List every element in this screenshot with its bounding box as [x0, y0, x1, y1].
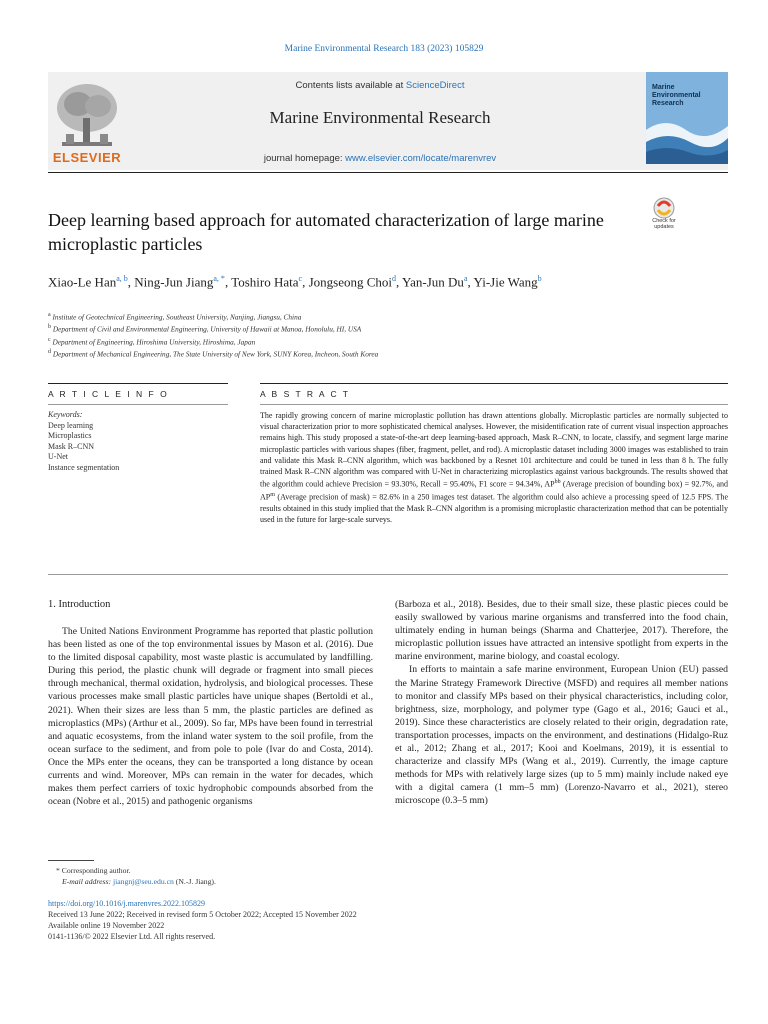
author-name[interactable]: Yi-Jie Wang: [473, 274, 538, 290]
affiliation-text: Institute of Geotechnical Engineering, Southeast University, Nanjing, Jiangsu, China: [50, 312, 302, 322]
footnotes: [48, 865, 388, 887]
affiliation-mark: a: [48, 312, 51, 318]
affiliation: [48, 322, 728, 334]
affiliation-list: [48, 310, 728, 360]
contents-line: [200, 80, 560, 91]
sciencedirect-link[interactable]: ScienceDirect: [405, 80, 465, 91]
copyright: 0141-1136/© 2022 Elsevier Ltd. All rights reserved.: [48, 932, 216, 941]
author-affiliation-mark[interactable]: c: [298, 274, 303, 283]
email-line: [48, 876, 388, 887]
affiliation: [48, 335, 728, 347]
author-name[interactable]: Ning-Jun Jiang: [134, 274, 214, 290]
email-label: E-mail address:: [62, 877, 113, 886]
abstract-bottom-rule: [48, 574, 728, 575]
author-affiliation-mark[interactable]: d: [392, 274, 397, 283]
author-affiliation-mark[interactable]: a, b: [116, 274, 128, 283]
journal-cover-image[interactable]: [646, 72, 728, 164]
footnote-rule: [48, 860, 94, 861]
keyword[interactable]: Deep learning: [48, 420, 94, 430]
keywords-block: [48, 410, 228, 473]
paper-title: Deep learning based approach for automated characterization of large marine microplastic particles: [48, 210, 604, 254]
intro-heading-wrap: [48, 598, 373, 611]
publisher-logo-text: ELSEVIER: [52, 150, 122, 165]
journal-title: Marine Environmental Research: [269, 108, 491, 127]
author-affiliation-mark[interactable]: b: [537, 274, 542, 283]
check-for-updates-label[interactable]: Check for updates: [652, 218, 676, 230]
affiliation: [48, 347, 728, 359]
contents-prefix: Contents lists available at: [295, 80, 406, 91]
author-name[interactable]: Jongseong Choi: [308, 274, 393, 290]
affiliation-text: Department of Mechanical Engineering, The State University of New York, SUNY Korea, Incheon, South Korea: [51, 349, 379, 359]
received-dates: Received 13 June 2022; Received in revised form 5 October 2022; Accepted 15 November 2022: [48, 910, 357, 919]
corresponding-note: * Corresponding author.: [56, 866, 131, 875]
author-name[interactable]: Toshiro Hata: [231, 274, 299, 290]
abstract-inner-rule: [260, 404, 728, 405]
left-column: [48, 625, 373, 808]
email-suffix: (N.-J. Jiang).: [173, 877, 216, 886]
doi-link[interactable]: https://doi.org/10.1016/j.marenvres.2022.105829: [48, 899, 205, 908]
section-heading: 1. Introduction: [48, 599, 111, 610]
abstract-rule: [260, 383, 728, 384]
affiliation-mark: c: [48, 336, 51, 343]
keyword[interactable]: Mask R–CNN: [48, 441, 95, 451]
affiliation-text: Department of Civil and Environmental Engineering, University of Hawaii at Manoa, Honolulu, HI, USA: [51, 324, 362, 334]
right-column: [395, 598, 728, 808]
cover-title: Marine Environmental Research: [652, 84, 701, 107]
affiliation-text: Department of Engineering, Hiroshima University, Hiroshima, Japan: [50, 337, 256, 347]
affiliation: [48, 310, 728, 322]
keyword[interactable]: Instance segmentation: [48, 462, 120, 472]
journal-citation[interactable]: Marine Environmental Research 183 (2023) 105829: [284, 44, 484, 54]
article-history: [48, 898, 728, 942]
abstract-heading: A B S T R A C T: [260, 389, 351, 399]
journal-homepage: [200, 153, 560, 164]
keywords-rule: [48, 404, 228, 405]
article-info-heading: A R T I C L E I N F O: [48, 389, 169, 399]
keyword[interactable]: U-Net: [48, 452, 68, 461]
available-online: Available online 19 November 2022: [48, 921, 165, 930]
body-paragraph: (Barboza et al., 2018). Besides, due to their small size, these plastic pieces could be easily swallowed by various marine organisms and transferred into the food chain, ultimately ending in human beings (Sharma and Chatterjee, 2017). Therefore, the microplastic pollution issues have attracted an intensive spotlight from experts in the marine environment, marine biology, and coastal ecology.: [395, 599, 728, 663]
affiliation-mark: b: [48, 324, 51, 331]
keywords-label: Keywords:: [48, 410, 83, 419]
homepage-link[interactable]: www.elsevier.com/locate/marenvrev: [345, 153, 497, 164]
author-affiliation-mark[interactable]: a: [463, 274, 468, 283]
author-name[interactable]: Xiao-Le Han: [48, 274, 117, 290]
body-paragraph: In efforts to maintain a safe marine environment, European Union (EU) passed the Marine Strategy Framework Directive (MSFD) and requires all member nations to monitor and classify MPs based on their physical characteristics, including color, brightness, size, morphology, and polymer type (Gago et al., 2016; Gauci et al., 2019). Since these characteristics are closely related to their origin, degradation rate, transportation processes, impacts on the environment, and destinations (Hidalgo-Ruz et al., 2012; Zhang et al., 2017; Kooi and Koelmans, 2019), it is essential to characterize and classify MPs (Wang et al., 2019). Currently, the image capture methods for MPs with relatively large sizes (up to 5 mm) mainly include naked eye with a digital camera (1 mm–5 mm) (Lorenzo-Navarro et al., 2021), stereo microscope (0.3–5 mm): [395, 664, 728, 807]
author-list: Xiao-Le Han$^{a, b}$, Ning-Jun Jiang$^{a, *}$, Toshiro Hata$^c$, Jongseong Choi$^d$, Yan-Jun Du$^a$, Yi-Jie Wang$^b$: [48, 274, 542, 290]
keyword[interactable]: Microplastics: [48, 431, 92, 440]
email-link[interactable]: jiangnj@seu.edu.cn: [112, 877, 174, 886]
author-affiliation-mark[interactable]: a, *: [213, 274, 225, 283]
body-paragraph: The United Nations Environment Programme has reported that plastic pollution has been listed as one of the top environmental issues by Mason et al. (2016). Due to the limited disposal capability, most waste plastic is accumulated by landfilling. During this period, the plastic chunk will degrade or fragment into small pieces through mechanical, thermal oxidation, hydrolysis, and biological processes. These various processes make small plastic particles have unique shapes (Bertoldi et al., 2021). When their sizes are less than 5 mm, the plastic particles are defined as microplastics (MPs) (Arthur et al., 2009). So far, MPs have been found in terrestrial and aquatic ecosystems, from the inland water system to the soil profile, from the ocean surface to the sediment, and from pole to pole (Ivar do and Costa, 2014). Once the MPs enter the oceans, they can be transported a long distance by ocean currents and wind. Moreover, MPs can remain in the water for decades, which makes them perfect carriers of toxic hydrophobic compounds absorbed from the ocean (Nobre et al., 2015) and pathogenic organisms: [48, 626, 373, 808]
homepage-prefix: journal homepage:: [263, 153, 346, 164]
affiliation-mark: d: [48, 349, 51, 356]
abstract-text: The rapidly growing concern of marine microplastic pollution has drawn attentions globally. Microplastic particles are normally subjected to visual characterization prior to more sophisticated chemical analyses. However, the misidentification rate of current visual inspection approaches remains high. This study proposed a state-of-the-art deep learning-based approach, Mask R–CNN, to locate, classify, and segment large marine microplastic particles with various shapes (fiber, fragment, pellet, and rod). A microplastic dataset including 3000 images was established to train and validate this Mask R–CNN algorithm, which was backboned by a Resnet 101 architecture and could be tuned in less than 8 h. The fully trained Mask R–CNN algorithm was compared with U-Net in characterizing microplastics against various backgrounds. The results showed that the algorithm could achieve Precision = 93.30%, Recall = 95.40%, F1 score = 94.34%, $AP^{bb}$ (Average precision of bounding box) = 92.7%, and $AP^m$ (Average precision of mask) = 82.6% in a 250 images test dataset. The algorithm could also achieve a processing speed of 12.5 FPS. The results obtained in this study implied that the Mask R–CNN algorithm is a promising microplastic characterization method that can be potentially used in the future for large-scale surveys.: [260, 411, 728, 525]
header-rule: [48, 172, 728, 173]
article-info-rule: [48, 383, 228, 384]
author-name[interactable]: Yan-Jun Du: [402, 274, 464, 290]
